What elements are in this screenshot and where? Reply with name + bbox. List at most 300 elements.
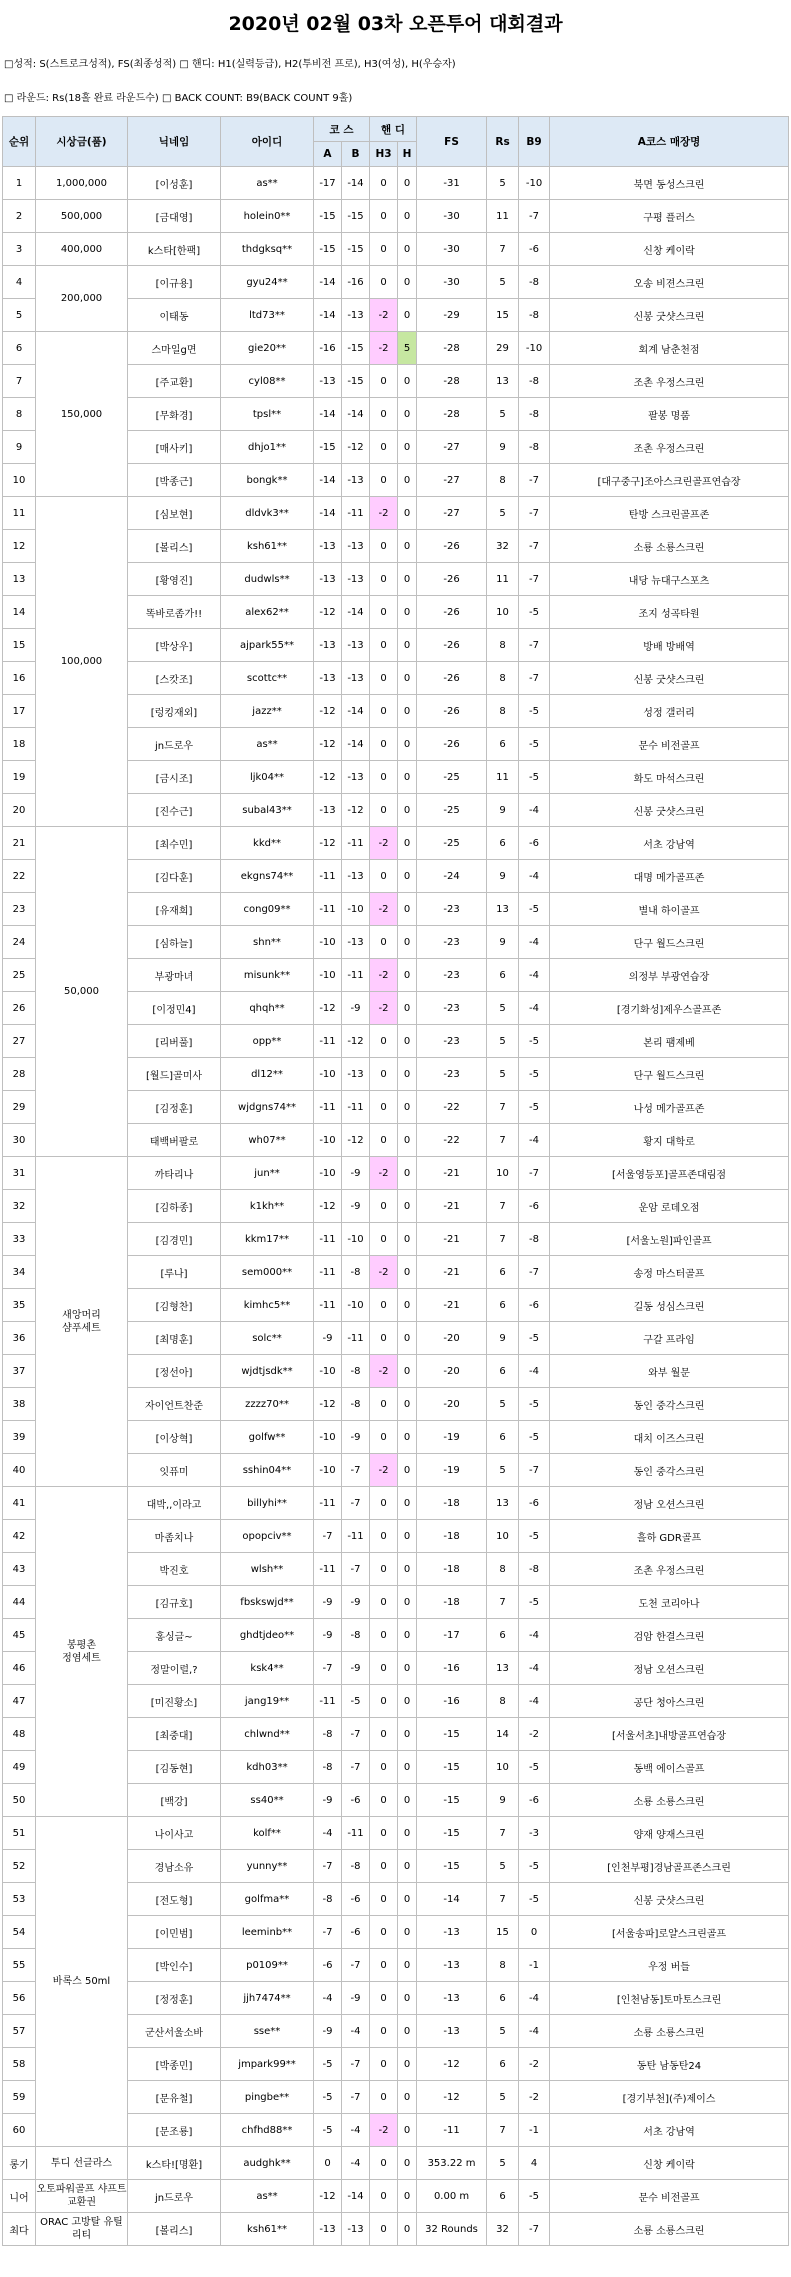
store-cell: 나성 메가골프존 — [550, 1091, 789, 1124]
store-cell: 단구 월드스크린 — [550, 926, 789, 959]
rank-cell: 45 — [3, 1619, 36, 1652]
legend-scoring: □성적: S(스트로크성적), FS(최종성적) □ 핸디: H1(실력등급), H2(투비전 프로), H3(여성), H(우승자) — [4, 59, 456, 70]
id-cell: tpsl** — [221, 398, 314, 431]
course-a-cell: -13 — [314, 365, 342, 398]
b9-cell: 4 — [519, 2147, 550, 2180]
rs-cell: 5 — [487, 1058, 519, 1091]
h-cell: 0 — [398, 2114, 417, 2147]
table-row — [3, 233, 789, 266]
rank-cell: 33 — [3, 1223, 36, 1256]
table-row — [3, 1487, 789, 1520]
rs-cell: 7 — [487, 1817, 519, 1850]
header-course-b: B — [342, 142, 370, 167]
page-title: 2020년 02월 03차 오픈투어 대회결과 — [228, 13, 563, 35]
id-cell: as** — [221, 167, 314, 200]
id-cell: kkm17** — [221, 1223, 314, 1256]
prize-cell: 400,000 — [36, 233, 128, 266]
header-prize: 시상금(품) — [36, 117, 128, 167]
course-a-cell: -11 — [314, 1025, 342, 1058]
course-b-cell: -10 — [342, 1289, 370, 1322]
rs-cell: 9 — [487, 1322, 519, 1355]
h-cell: 0 — [398, 365, 417, 398]
h3-cell: -2 — [370, 299, 398, 332]
b9-cell: -5 — [519, 728, 550, 761]
h-cell: 0 — [398, 299, 417, 332]
fs-cell: -23 — [417, 1058, 487, 1091]
fs-cell: -25 — [417, 794, 487, 827]
course-a-cell: -13 — [314, 662, 342, 695]
course-a-cell: -12 — [314, 1190, 342, 1223]
header-id: 아이디 — [221, 117, 314, 167]
course-a-cell: -9 — [314, 1322, 342, 1355]
rank-cell: 1 — [3, 167, 36, 200]
fs-cell: -26 — [417, 530, 487, 563]
course-a-cell: -11 — [314, 1685, 342, 1718]
b9-cell: -10 — [519, 332, 550, 365]
nickname-cell: [정정훈] — [128, 1982, 221, 2015]
rank-cell: 34 — [3, 1256, 36, 1289]
course-b-cell: -6 — [342, 1916, 370, 1949]
id-cell: ekgns74** — [221, 860, 314, 893]
h-cell: 0 — [398, 926, 417, 959]
rank-cell: 14 — [3, 596, 36, 629]
b9-cell: -5 — [519, 1850, 550, 1883]
prize-cell: 100,000 — [36, 497, 128, 827]
b9-cell: -8 — [519, 398, 550, 431]
course-a-cell: -4 — [314, 1817, 342, 1850]
fs-cell: -30 — [417, 233, 487, 266]
header-handicap: 핸 디 — [370, 117, 417, 142]
b9-cell: -8 — [519, 365, 550, 398]
rank-cell: 36 — [3, 1322, 36, 1355]
course-a-cell: -14 — [314, 299, 342, 332]
nickname-cell: 홍싱글~ — [128, 1619, 221, 1652]
rs-cell: 10 — [487, 1751, 519, 1784]
h-cell: 0 — [398, 1355, 417, 1388]
h-cell: 0 — [398, 893, 417, 926]
course-b-cell: -13 — [342, 1058, 370, 1091]
course-a-cell: -11 — [314, 1091, 342, 1124]
h3-cell: 0 — [370, 1091, 398, 1124]
course-a-cell: -10 — [314, 959, 342, 992]
course-a-cell: -12 — [314, 728, 342, 761]
rs-cell: 6 — [487, 2048, 519, 2081]
h-cell: 0 — [398, 1520, 417, 1553]
id-cell: thdgksq** — [221, 233, 314, 266]
rs-cell: 5 — [487, 1025, 519, 1058]
course-a-cell: -9 — [314, 1586, 342, 1619]
course-a-cell: -10 — [314, 1454, 342, 1487]
fs-cell: 0.00 m — [417, 2180, 487, 2213]
header-course: 코 스 — [314, 117, 370, 142]
store-cell: 공단 청아스크린 — [550, 1685, 789, 1718]
award-type-cell: 니어 — [3, 2180, 36, 2213]
h3-cell: 0 — [370, 2015, 398, 2048]
course-a-cell: -7 — [314, 1652, 342, 1685]
course-b-cell: -4 — [342, 2015, 370, 2048]
course-b-cell: -8 — [342, 1619, 370, 1652]
course-a-cell: -11 — [314, 893, 342, 926]
course-b-cell: -9 — [342, 1157, 370, 1190]
header-course-a: A — [314, 142, 342, 167]
rank-cell: 11 — [3, 497, 36, 530]
h3-cell: 0 — [370, 530, 398, 563]
rank-cell: 44 — [3, 1586, 36, 1619]
h-cell: 0 — [398, 200, 417, 233]
course-a-cell: -14 — [314, 464, 342, 497]
results-table — [2, 116, 789, 2246]
course-b-cell: -11 — [342, 1091, 370, 1124]
h3-cell: 0 — [370, 1619, 398, 1652]
h3-cell: 0 — [370, 1916, 398, 1949]
h-cell: 0 — [398, 1586, 417, 1619]
rs-cell: 11 — [487, 761, 519, 794]
h-cell: 0 — [398, 1388, 417, 1421]
b9-cell: -4 — [519, 2015, 550, 2048]
b9-cell: -5 — [519, 2180, 550, 2213]
award-prize-cell: 투디 선글라스 — [36, 2147, 128, 2180]
fs-cell: -21 — [417, 1190, 487, 1223]
rs-cell: 9 — [487, 860, 519, 893]
nickname-cell: jn드로우 — [128, 2180, 221, 2213]
course-b-cell: -11 — [342, 497, 370, 530]
b9-cell: -2 — [519, 2048, 550, 2081]
course-a-cell: -15 — [314, 233, 342, 266]
h3-cell: 0 — [370, 1190, 398, 1223]
rs-cell: 7 — [487, 1190, 519, 1223]
fs-cell: -13 — [417, 1949, 487, 1982]
store-cell: 본리 팸제베 — [550, 1025, 789, 1058]
fs-cell: -13 — [417, 2015, 487, 2048]
b9-cell: -4 — [519, 1685, 550, 1718]
h3-cell: 0 — [370, 662, 398, 695]
rank-cell: 6 — [3, 332, 36, 365]
nickname-cell: k스타[한팩] — [128, 233, 221, 266]
course-b-cell: -14 — [342, 2180, 370, 2213]
rs-cell: 5 — [487, 266, 519, 299]
id-cell: chfhd88** — [221, 2114, 314, 2147]
course-a-cell: -11 — [314, 1487, 342, 1520]
fs-cell: -26 — [417, 728, 487, 761]
h-cell: 0 — [398, 2180, 417, 2213]
h3-cell: 0 — [370, 1751, 398, 1784]
store-cell: 소룡 소룡스크린 — [550, 2213, 789, 2246]
special-award-row — [3, 2147, 789, 2180]
store-cell: 소룡 소룡스크린 — [550, 1784, 789, 1817]
rank-cell: 28 — [3, 1058, 36, 1091]
h-cell: 0 — [398, 794, 417, 827]
nickname-cell: [이정민4] — [128, 992, 221, 1025]
nickname-cell: 경남소유 — [128, 1850, 221, 1883]
h3-cell: 0 — [370, 1784, 398, 1817]
course-b-cell: -13 — [342, 761, 370, 794]
h3-cell: 0 — [370, 1124, 398, 1157]
nickname-cell: [전도형] — [128, 1883, 221, 1916]
course-a-cell: -12 — [314, 596, 342, 629]
course-b-cell: -14 — [342, 398, 370, 431]
store-cell: [인천부평]경남골프존스크린 — [550, 1850, 789, 1883]
store-cell: 조촌 우정스크린 — [550, 1553, 789, 1586]
rs-cell: 15 — [487, 1916, 519, 1949]
course-b-cell: -13 — [342, 860, 370, 893]
course-a-cell: -11 — [314, 1223, 342, 1256]
nickname-cell: [심보현] — [128, 497, 221, 530]
rank-cell: 31 — [3, 1157, 36, 1190]
rank-cell: 48 — [3, 1718, 36, 1751]
store-cell: 구평 플러스 — [550, 200, 789, 233]
h-cell: 0 — [398, 860, 417, 893]
store-cell: 서초 강남역 — [550, 2114, 789, 2147]
award-prize-cell: 오토파워골프 샤프트교환권 — [36, 2180, 128, 2213]
h-cell: 0 — [398, 1883, 417, 1916]
id-cell: qhqh** — [221, 992, 314, 1025]
b9-cell: -6 — [519, 1190, 550, 1223]
course-a-cell: -6 — [314, 1949, 342, 1982]
fs-cell: -22 — [417, 1124, 487, 1157]
id-cell: chlwnd** — [221, 1718, 314, 1751]
rank-cell: 25 — [3, 959, 36, 992]
h-cell: 0 — [398, 1685, 417, 1718]
h3-cell: 0 — [370, 1949, 398, 1982]
rs-cell: 8 — [487, 1949, 519, 1982]
course-b-cell: -9 — [342, 1586, 370, 1619]
nickname-cell: [김동현] — [128, 1751, 221, 1784]
store-cell: 탄방 스크린골프존 — [550, 497, 789, 530]
h3-cell: -2 — [370, 497, 398, 530]
nickname-cell: [이규용] — [128, 266, 221, 299]
rank-cell: 22 — [3, 860, 36, 893]
id-cell: jazz** — [221, 695, 314, 728]
h-cell: 0 — [398, 1487, 417, 1520]
nickname-cell: 자이언트찬준 — [128, 1388, 221, 1421]
b9-cell: -4 — [519, 1619, 550, 1652]
rs-cell: 5 — [487, 2015, 519, 2048]
fs-cell: -18 — [417, 1487, 487, 1520]
id-cell: alex62** — [221, 596, 314, 629]
h3-cell: 0 — [370, 629, 398, 662]
nickname-cell: [렁킹재외] — [128, 695, 221, 728]
rank-cell: 40 — [3, 1454, 36, 1487]
h-cell: 0 — [398, 1289, 417, 1322]
rs-cell: 8 — [487, 695, 519, 728]
h3-cell: 0 — [370, 1487, 398, 1520]
course-a-cell: -13 — [314, 629, 342, 662]
rs-cell: 13 — [487, 1652, 519, 1685]
store-cell: 신봉 굿샷스크린 — [550, 299, 789, 332]
course-b-cell: -11 — [342, 1520, 370, 1553]
course-b-cell: -13 — [342, 926, 370, 959]
course-b-cell: -15 — [342, 233, 370, 266]
rank-cell: 43 — [3, 1553, 36, 1586]
h3-cell: 0 — [370, 2213, 398, 2246]
nickname-cell: [최수민] — [128, 827, 221, 860]
b9-cell: -8 — [519, 1553, 550, 1586]
b9-cell: -5 — [519, 761, 550, 794]
rs-cell: 32 — [487, 530, 519, 563]
fs-cell: -15 — [417, 1751, 487, 1784]
course-a-cell: -12 — [314, 992, 342, 1025]
id-cell: dudwls** — [221, 563, 314, 596]
rank-cell: 4 — [3, 266, 36, 299]
rank-cell: 20 — [3, 794, 36, 827]
h3-cell: 0 — [370, 563, 398, 596]
id-cell: ljk04** — [221, 761, 314, 794]
h3-cell: 0 — [370, 1685, 398, 1718]
b9-cell: -8 — [519, 266, 550, 299]
course-a-cell: -13 — [314, 794, 342, 827]
id-cell: ajpark55** — [221, 629, 314, 662]
fs-cell: -21 — [417, 1223, 487, 1256]
store-cell: 팔봉 명품 — [550, 398, 789, 431]
course-a-cell: -11 — [314, 860, 342, 893]
h3-cell: 0 — [370, 926, 398, 959]
course-a-cell: -14 — [314, 497, 342, 530]
fs-cell: -15 — [417, 1817, 487, 1850]
b9-cell: -8 — [519, 1223, 550, 1256]
h3-cell: 0 — [370, 2048, 398, 2081]
rank-cell: 18 — [3, 728, 36, 761]
h3-cell: 0 — [370, 596, 398, 629]
store-cell: [서울노원]파인골프 — [550, 1223, 789, 1256]
fs-cell: -25 — [417, 827, 487, 860]
nickname-cell: [무화경] — [128, 398, 221, 431]
course-a-cell: -4 — [314, 1982, 342, 2015]
store-cell: 황지 대학로 — [550, 1124, 789, 1157]
fs-cell: -12 — [417, 2081, 487, 2114]
rs-cell: 9 — [487, 794, 519, 827]
id-cell: k1kh** — [221, 1190, 314, 1223]
b9-cell: -6 — [519, 827, 550, 860]
rank-cell: 51 — [3, 1817, 36, 1850]
course-b-cell: -6 — [342, 1883, 370, 1916]
nickname-cell: 부광마녀 — [128, 959, 221, 992]
h3-cell: 0 — [370, 728, 398, 761]
fs-cell: -15 — [417, 1850, 487, 1883]
store-cell: 대치 이즈스크린 — [550, 1421, 789, 1454]
id-cell: jjh7474** — [221, 1982, 314, 2015]
course-a-cell: -8 — [314, 1751, 342, 1784]
nickname-cell: 대박,,이라고 — [128, 1487, 221, 1520]
header-b9: B9 — [519, 117, 550, 167]
store-cell: 성정 갤러리 — [550, 695, 789, 728]
rs-cell: 6 — [487, 1982, 519, 2015]
course-b-cell: -6 — [342, 1784, 370, 1817]
course-a-cell: -12 — [314, 695, 342, 728]
prize-cell: 바록스 50ml — [36, 1817, 128, 2147]
id-cell: billyhi** — [221, 1487, 314, 1520]
rs-cell: 8 — [487, 1553, 519, 1586]
b9-cell: -5 — [519, 1520, 550, 1553]
course-a-cell: -14 — [314, 266, 342, 299]
b9-cell: -7 — [519, 2213, 550, 2246]
header-rs: Rs — [487, 117, 519, 167]
b9-cell: -6 — [519, 1784, 550, 1817]
h-cell: 0 — [398, 2015, 417, 2048]
fs-cell: 32 Rounds — [417, 2213, 487, 2246]
h-cell: 0 — [398, 563, 417, 596]
course-b-cell: -10 — [342, 1223, 370, 1256]
b9-cell: -7 — [519, 629, 550, 662]
course-b-cell: -12 — [342, 431, 370, 464]
rs-cell: 5 — [487, 497, 519, 530]
rank-cell: 12 — [3, 530, 36, 563]
rs-cell: 9 — [487, 1784, 519, 1817]
rs-cell: 9 — [487, 431, 519, 464]
id-cell: jun** — [221, 1157, 314, 1190]
course-a-cell: -12 — [314, 761, 342, 794]
rank-cell: 7 — [3, 365, 36, 398]
rank-cell: 10 — [3, 464, 36, 497]
store-cell: [서울서초]내방골프연습장 — [550, 1718, 789, 1751]
nickname-cell: [박종근] — [128, 464, 221, 497]
b9-cell: -10 — [519, 167, 550, 200]
id-cell: shn** — [221, 926, 314, 959]
nickname-cell: [이민범] — [128, 1916, 221, 1949]
h-cell: 0 — [398, 1817, 417, 1850]
nickname-cell: [김형찬] — [128, 1289, 221, 1322]
special-award-row — [3, 2180, 789, 2213]
nickname-cell: [김다훈] — [128, 860, 221, 893]
course-b-cell: -13 — [342, 299, 370, 332]
h3-cell: 0 — [370, 1586, 398, 1619]
course-a-cell: -13 — [314, 563, 342, 596]
prize-cell: 150,000 — [36, 332, 128, 497]
course-b-cell: -12 — [342, 1124, 370, 1157]
award-type-cell: 롱기 — [3, 2147, 36, 2180]
rank-cell: 46 — [3, 1652, 36, 1685]
store-cell: 조촌 우정스크린 — [550, 431, 789, 464]
course-b-cell: -7 — [342, 2048, 370, 2081]
nickname-cell: [김규호] — [128, 1586, 221, 1619]
store-cell: [인천남동]토마토스크린 — [550, 1982, 789, 2015]
fs-cell: -26 — [417, 563, 487, 596]
h3-cell: 0 — [370, 2147, 398, 2180]
h3-cell: 0 — [370, 1553, 398, 1586]
h-cell: 0 — [398, 2213, 417, 2246]
id-cell: jang19** — [221, 1685, 314, 1718]
rank-cell: 27 — [3, 1025, 36, 1058]
b9-cell: -7 — [519, 1157, 550, 1190]
id-cell: ss40** — [221, 1784, 314, 1817]
rank-cell: 57 — [3, 2015, 36, 2048]
fs-cell: -29 — [417, 299, 487, 332]
rs-cell: 13 — [487, 893, 519, 926]
store-cell: 대명 메가골프존 — [550, 860, 789, 893]
h3-cell: 0 — [370, 200, 398, 233]
store-cell: 송정 마스터골프 — [550, 1256, 789, 1289]
store-cell: 서초 강남역 — [550, 827, 789, 860]
course-a-cell: -11 — [314, 1553, 342, 1586]
nickname-cell: [황영진] — [128, 563, 221, 596]
store-cell: 소룡 소룡스크린 — [550, 2015, 789, 2048]
b9-cell: 0 — [519, 1916, 550, 1949]
course-a-cell: -5 — [314, 2081, 342, 2114]
rank-cell: 3 — [3, 233, 36, 266]
id-cell: fbskswjd** — [221, 1586, 314, 1619]
id-cell: kdh03** — [221, 1751, 314, 1784]
prize-cell: 50,000 — [36, 827, 128, 1157]
h3-cell: 0 — [370, 794, 398, 827]
rs-cell: 5 — [487, 398, 519, 431]
b9-cell: -7 — [519, 1256, 550, 1289]
fs-cell: 353.22 m — [417, 2147, 487, 2180]
id-cell: bongk** — [221, 464, 314, 497]
h-cell: 0 — [398, 398, 417, 431]
store-cell: [서울영등포]골프존대림점 — [550, 1157, 789, 1190]
id-cell: audghk** — [221, 2147, 314, 2180]
b9-cell: -5 — [519, 1322, 550, 1355]
b9-cell: -4 — [519, 959, 550, 992]
